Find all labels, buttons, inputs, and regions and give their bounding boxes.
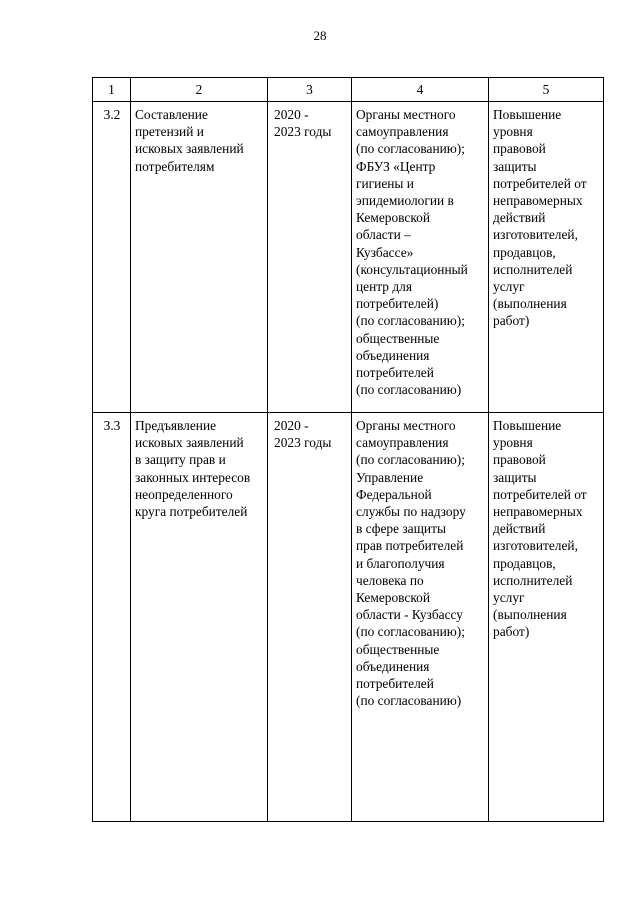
executors-cell: Органы местного самоуправления (по согласованию); ФБУЗ «Центр гигиены и эпидемиологии в Кемеровской области – Кузбассе» (консультационный центр для потребителей) (по согласованию); общественные объединения потребителей (по согласованию) [352,102,489,413]
measures-table [92,77,604,822]
table-header-row [93,78,604,102]
action-cell: Предъявление исковых заявлений в защиту прав и законных интересов неопределенного круга потребителей [131,413,268,822]
table-row [93,102,604,413]
column-header: 2 [131,78,268,102]
period-cell: 2020 - 2023 годы [268,102,352,413]
period-cell: 2020 - 2023 годы [268,413,352,822]
item-number: 3.2 [93,102,131,413]
column-header: 1 [93,78,131,102]
item-number: 3.3 [93,413,131,822]
result-cell: Повышение уровня правовой защиты потребителей от неправомерных действий изготовителей, продавцов, исполнителей услуг (выполнения работ) [489,413,604,822]
table-row [93,413,604,822]
column-header: 5 [489,78,604,102]
result-cell: Повышение уровня правовой защиты потребителей от неправомерных действий изготовителей, продавцов, исполнителей услуг (выполнения работ) [489,102,604,413]
action-cell: Составление претензий и исковых заявлений потребителям [131,102,268,413]
executors-cell: Органы местного самоуправления (по согласованию); Управление Федеральной службы по надзору в сфере защиты прав потребителей и благополучия человека по Кемеровской области - Кузбассу (по согласованию); общественные объединения потребителей (по согласованию) [352,413,489,822]
page-number: 28 [313,28,327,43]
column-header: 3 [268,78,352,102]
column-header: 4 [352,78,489,102]
